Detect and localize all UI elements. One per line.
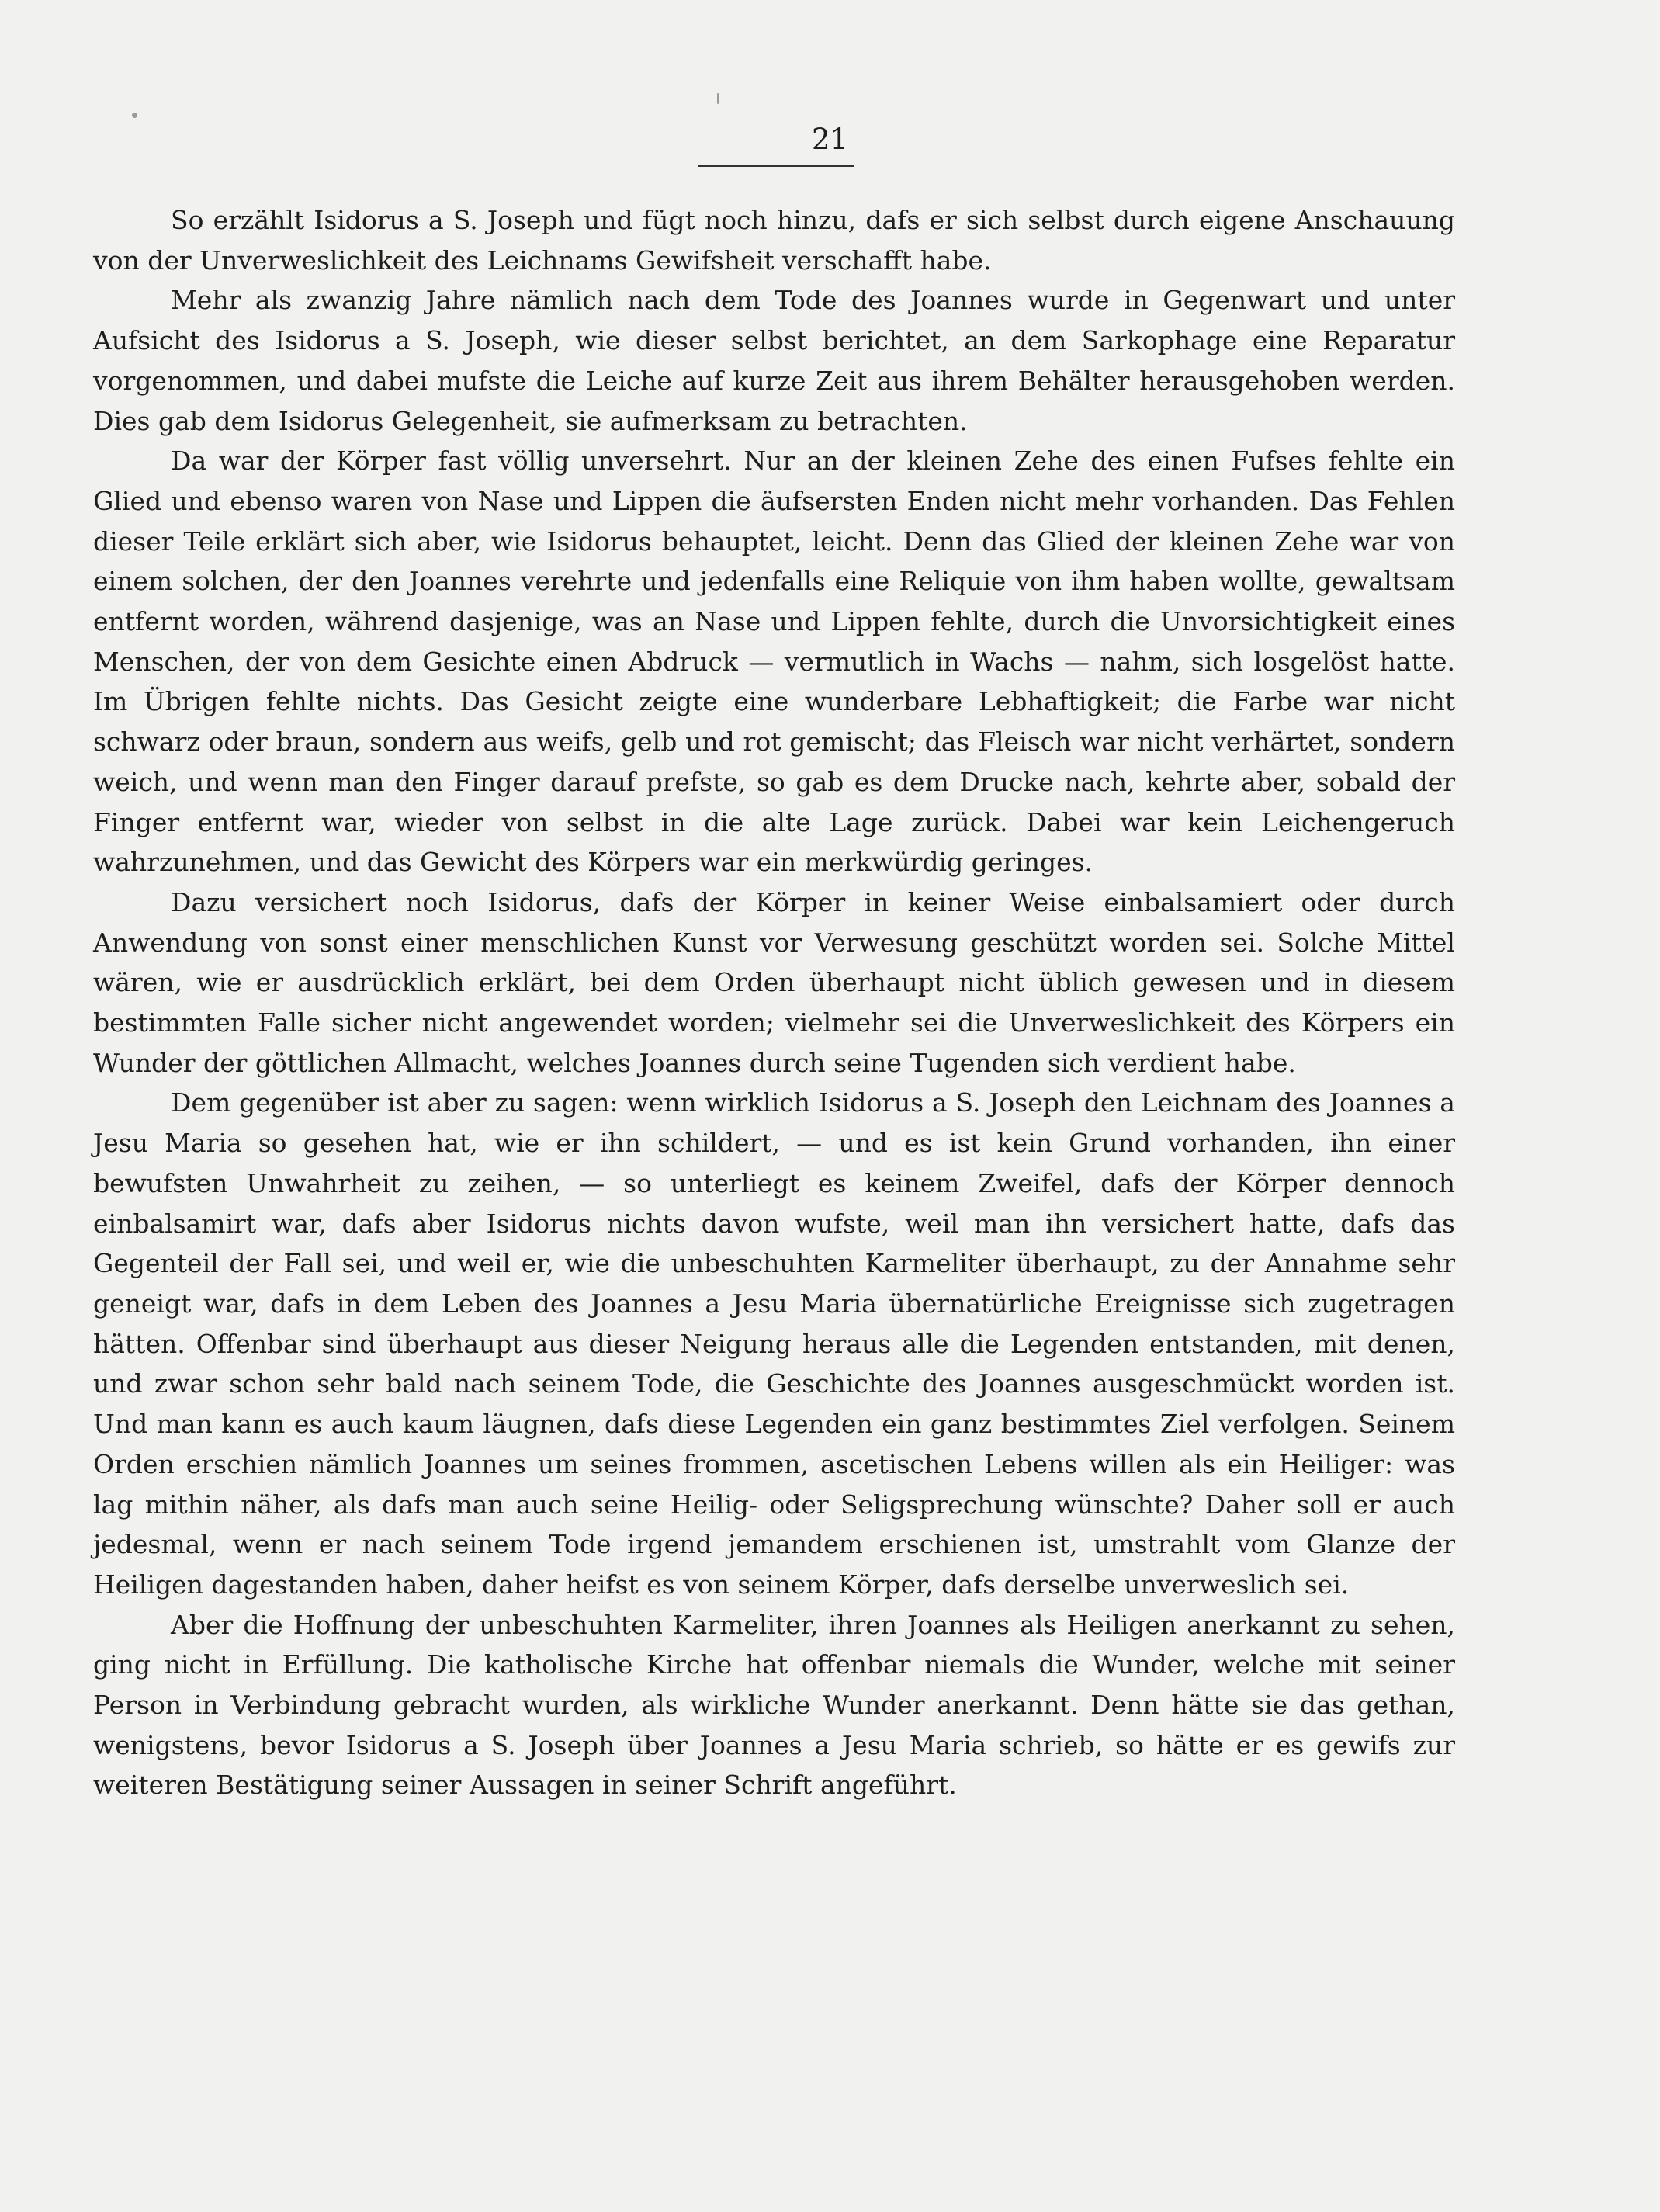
paragraph: Mehr als zwanzig Jahre nämlich nach dem Tode des Joannes wurde in Gegenwart und unter Aufsicht des Isidorus a S. Joseph, wie dieser selbst berichtet, an dem Sarkophage eine Reparatur vorgenommen, und dabei mufste die Leiche auf kurze Zeit aus ihrem Behälter herausgehoben werden. Dies gab dem Isidorus Gelegenheit, sie aufmerksam zu betrachten. [93, 285, 1455, 436]
paragraph: Da war der Körper fast völlig unversehrt. Nur an der kleinen Zehe des einen Fufses fehlte ein Glied und ebenso waren von Nase und Lippen die äufsersten Enden nicht mehr vorhanden. Das Fehlen dieser Teile erklärt sich aber, wie Isidorus behauptet, leicht. Denn das Glied der kleinen Zehe war von einem solchen, der den Joannes verehrte und jedenfalls eine Reliquie von ihm haben wollte, gewaltsam entfernt worden, während dasjenige, was an Nase und Lippen fehlte, durch die Unvorsichtigkeit eines Menschen, der von dem Gesichte einen Abdruck — vermutlich in Wachs — nahm, sich losgelöst hatte. Im Übrigen fehlte nichts. Das Gesicht zeigte eine wunderbare Lebhaftigkeit; die Farbe war nicht schwarz oder braun, sondern aus weifs, gelb und rot gemischt; das Fleisch war nicht verhärtet, sondern weich, und wenn man den Finger darauf prefste, so gab es dem Drucke nach, kehrte aber, sobald der Finger entfernt war, wieder von selbst in die alte Lage zurück. Dabei war kein Leichengeruch wahrzunehmen, und das Gewicht des Körpers war ein merkwürdig geringes. [93, 446, 1455, 878]
header-rule [698, 165, 854, 167]
page-number: 21 [811, 123, 849, 156]
paragraph: Aber die Hoffnung der unbeschuhten Karmeliter, ihren Joannes als Heiligen anerkannt zu sehen, ging nicht in Erfüllung. Die katholische Kirche hat offenbar niemals die Wunder, welche mit seiner Person in Verbindung gebracht wurden, als wirkliche Wunder anerkannt. Denn hätte sie das gethan, wenigstens, bevor Isidorus a S. Joseph über Joannes a Jesu Maria schrieb, so hätte er es gewifs zur weiteren Bestätigung seiner Aussagen in seiner Schrift angeführt. [93, 1609, 1455, 1801]
paragraph: Dazu versichert noch Isidorus, dafs der Körper in keiner Weise einbalsamiert oder durch Anwendung von sonst einer menschlichen Kunst vor Verwesung geschützt worden sei. Solche Mittel wären, wie er ausdrücklich erklärt, bei dem Orden überhaupt nicht üblich gewesen und in diesem bestimmten Falle sicher nicht angewendet worden; vielmehr sei die Unverweslichkeit des Körpers ein Wunder der göttlichen Allmacht, welches Joannes durch seine Tugenden sich verdient habe. [93, 886, 1455, 1078]
paragraph: So erzählt Isidorus a S. Joseph und fügt noch hinzu, dafs er sich selbst durch eigene Anschauung von der Unverweslichkeit des Leichnams Gewifsheit verschafft habe. [93, 205, 1455, 276]
paragraph: Dem gegenüber ist aber zu sagen: wenn wirklich Isidorus a S. Joseph den Leichnam des Joannes a Jesu Maria so gesehen hat, wie er ihn schildert, — und es ist kein Grund vorhanden, ihn einer bewufsten Unwahrheit zu zeihen, — so unterliegt es keinem Zweifel, dafs der Körper dennoch einbalsamirt war, dafs aber Isidorus nichts davon wufste, weil man ihn versichert hatte, dafs das Gegenteil der Fall sei, und weil er, wie die unbeschuhten Karmeliter überhaupt, zu der Annahme sehr geneigt war, dafs in dem Leben des Joannes a Jesu Maria übernatürliche Ereignisse sich zugetragen hätten. Offenbar sind überhaupt aus dieser Neigung heraus alle die Legenden entstanden, mit denen, und zwar schon sehr bald nach seinem Tode, die Geschichte des Joannes ausgeschmückt worden ist. Und man kann es auch kaum läugnen, dafs diese Legenden ein ganz bestimmtes Ziel verfolgen. Seinem Orden erschien nämlich Joannes um seines frommen, ascetischen Lebens willen als ein Heiliger: was lag mithin näher, als dafs man auch seine Heilig- oder Seligsprechung wünschte? Daher soll er auch jedesmal, wenn er nach seinem Tode irgend jemandem erschienen ist, umstrahlt vom Glanze der Heiligen dagestanden haben, daher heifst es von seinem Körper, dafs derselbe unverweslich sei. [93, 1087, 1455, 1600]
print-speck [717, 93, 719, 104]
print-speck [132, 113, 137, 118]
body-text [93, 200, 1455, 1805]
